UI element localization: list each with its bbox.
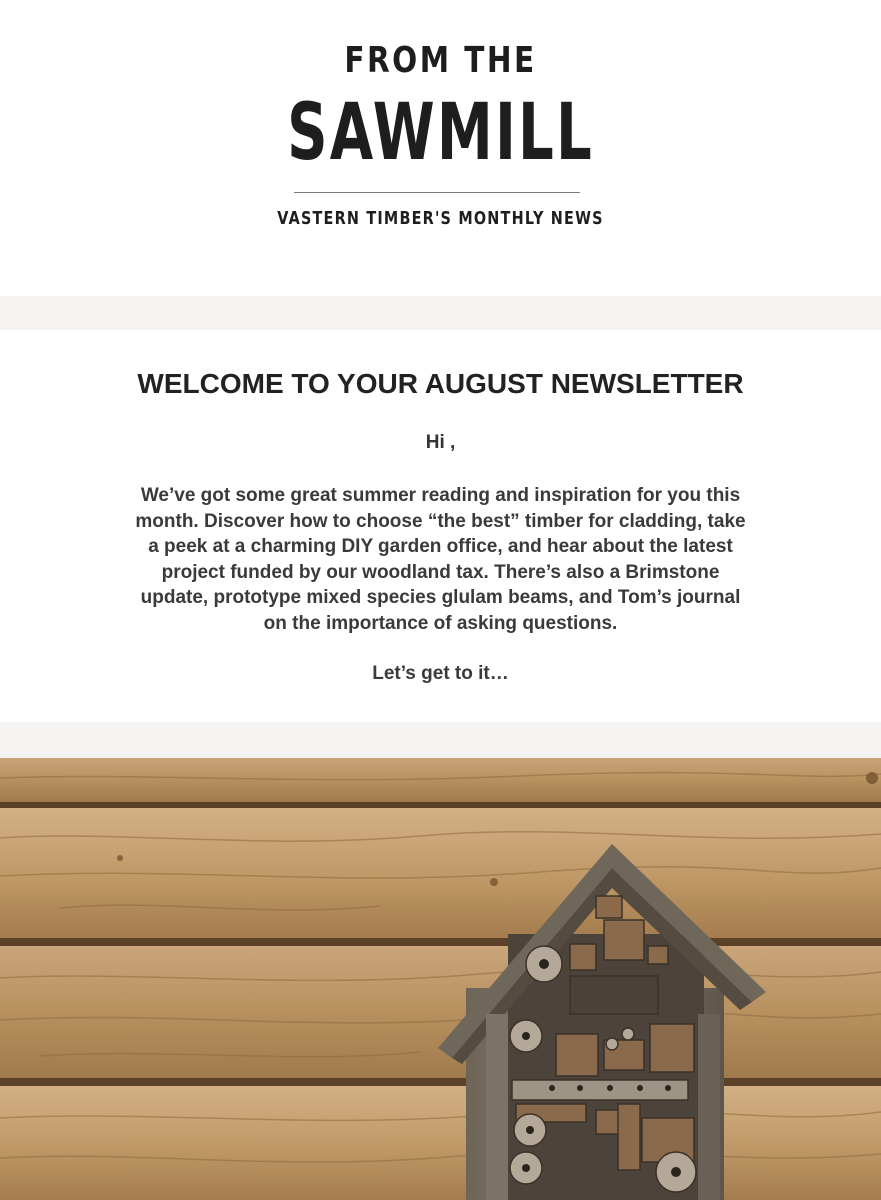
masthead-tagline: VASTERN TIMBER'S MONTHLY NEWS [277, 208, 604, 229]
intro-body-text: We’ve got some great summer reading and inspiration for you this month. Discover how to choose “the best” timber for cladding, take a peek at a charming DIY garden office, and hear about the latest project funded by our woodland tax. There’s also a Brimstone update, prototype mixed species glulam beams, and Tom’s journal on the importance of asking questions. [135, 485, 746, 634]
timber-cladding-bug-hotel-image [0, 758, 881, 1200]
masthead [0, 0, 881, 296]
newsletter-headline: WELCOME TO YOUR AUGUST NEWSLETTER [137, 368, 744, 399]
logo-line-from-the: FROM THE [344, 40, 537, 81]
section-spacer [0, 722, 881, 758]
logo-line-sawmill: SAWMILL [287, 88, 594, 178]
intro-section [0, 330, 881, 722]
signoff-text: Let’s get to it… [372, 663, 509, 684]
greeting-text: Hi , [425, 432, 456, 453]
logo-divider [294, 192, 580, 193]
section-spacer [0, 296, 881, 330]
hero-image[interactable] [0, 758, 881, 1200]
